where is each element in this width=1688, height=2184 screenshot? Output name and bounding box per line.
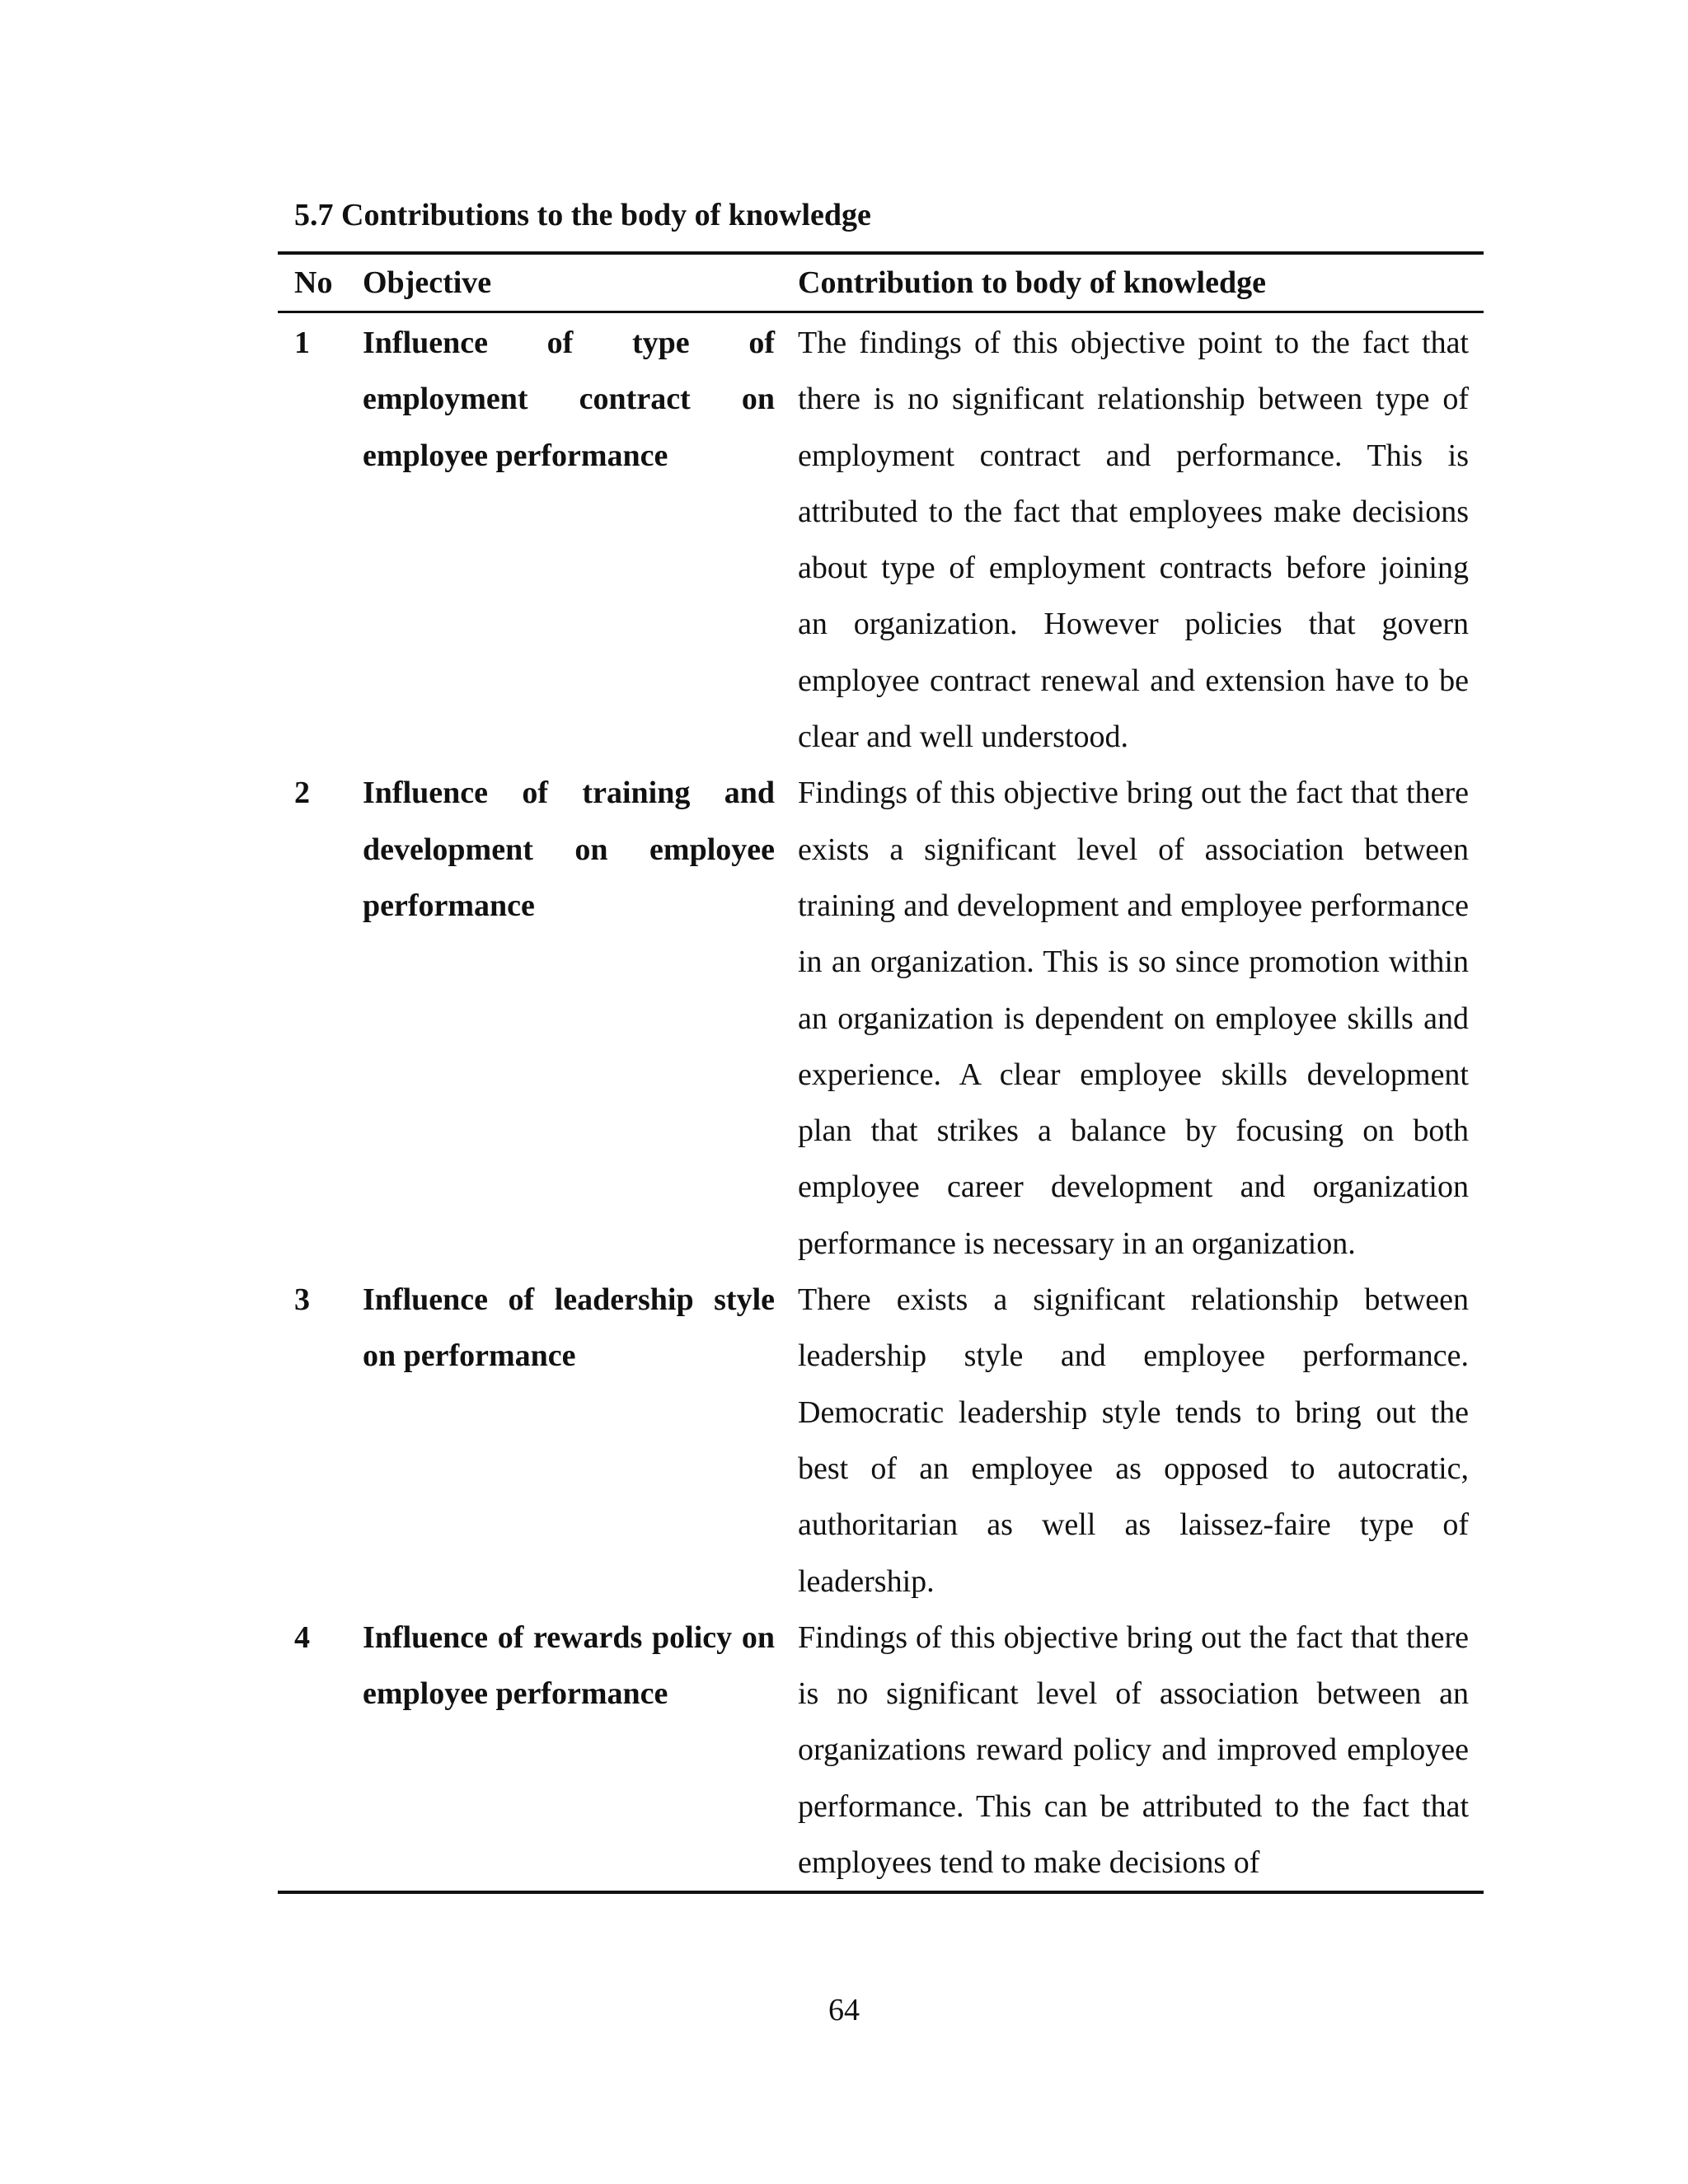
row-contribution: Findings of this objective bring out the fact that there exists a significant level of association between training and development and employee performance in an organization. This is so since promotion within an organization is dependent on employee skills and experience. A clear employee skills development plan that strikes a balance by focusing on both employee career development and organization performance is necessary in an organization. <box>798 776 1469 1261</box>
row-number: 4 <box>294 1619 310 1655</box>
header-contribution: Contribution to body of knowledge <box>798 265 1266 300</box>
row-contribution: There exists a significant relationship between leadership style and employee performance. Democratic leadership style tends to bring out the best of an employee as opposed to autocratic, authoritarian as well as laissez-faire type of leadership. <box>798 1282 1469 1599</box>
row-number: 2 <box>294 776 310 811</box>
contributions-table-container <box>278 251 1484 1894</box>
page-number: 64 <box>828 1993 860 2027</box>
row-number: 3 <box>294 1282 310 1318</box>
row-number: 1 <box>294 326 310 360</box>
row-objective: Influence of leadership style on performance <box>363 1282 775 1374</box>
section-title: 5.7 Contributions to the body of knowledge <box>294 198 871 232</box>
row-contribution: Findings of this objective bring out the fact that there is no significant level of association between an organizations reward policy and improved employee performance. This can be attributed to the fact that employees tend to make decisions of <box>798 1619 1469 1881</box>
row-objective: Influence of training and development on employee performance <box>363 776 775 923</box>
table-row <box>278 765 1484 1272</box>
table-row <box>278 312 1484 766</box>
table-row <box>278 1610 1484 1892</box>
row-contribution: The findings of this objective point to the fact that there is no significant relationship between type of employment contract and performance. This is attributed to the fact that employees make decisions about type of employment contracts before joining an organization. However policies that govern employee contract renewal and extension have to be clear and well understood. <box>798 326 1469 755</box>
row-objective: Influence of type of employment contract on employee performance <box>363 326 775 473</box>
table-header-row <box>278 253 1484 312</box>
table-header <box>278 253 1484 312</box>
row-objective: Influence of rewards policy on employee performance <box>363 1619 775 1712</box>
table-body <box>278 312 1484 1893</box>
contributions-table <box>278 251 1484 1894</box>
table-row <box>278 1272 1484 1610</box>
header-objective: Objective <box>363 265 492 300</box>
header-no: No <box>294 265 333 300</box>
